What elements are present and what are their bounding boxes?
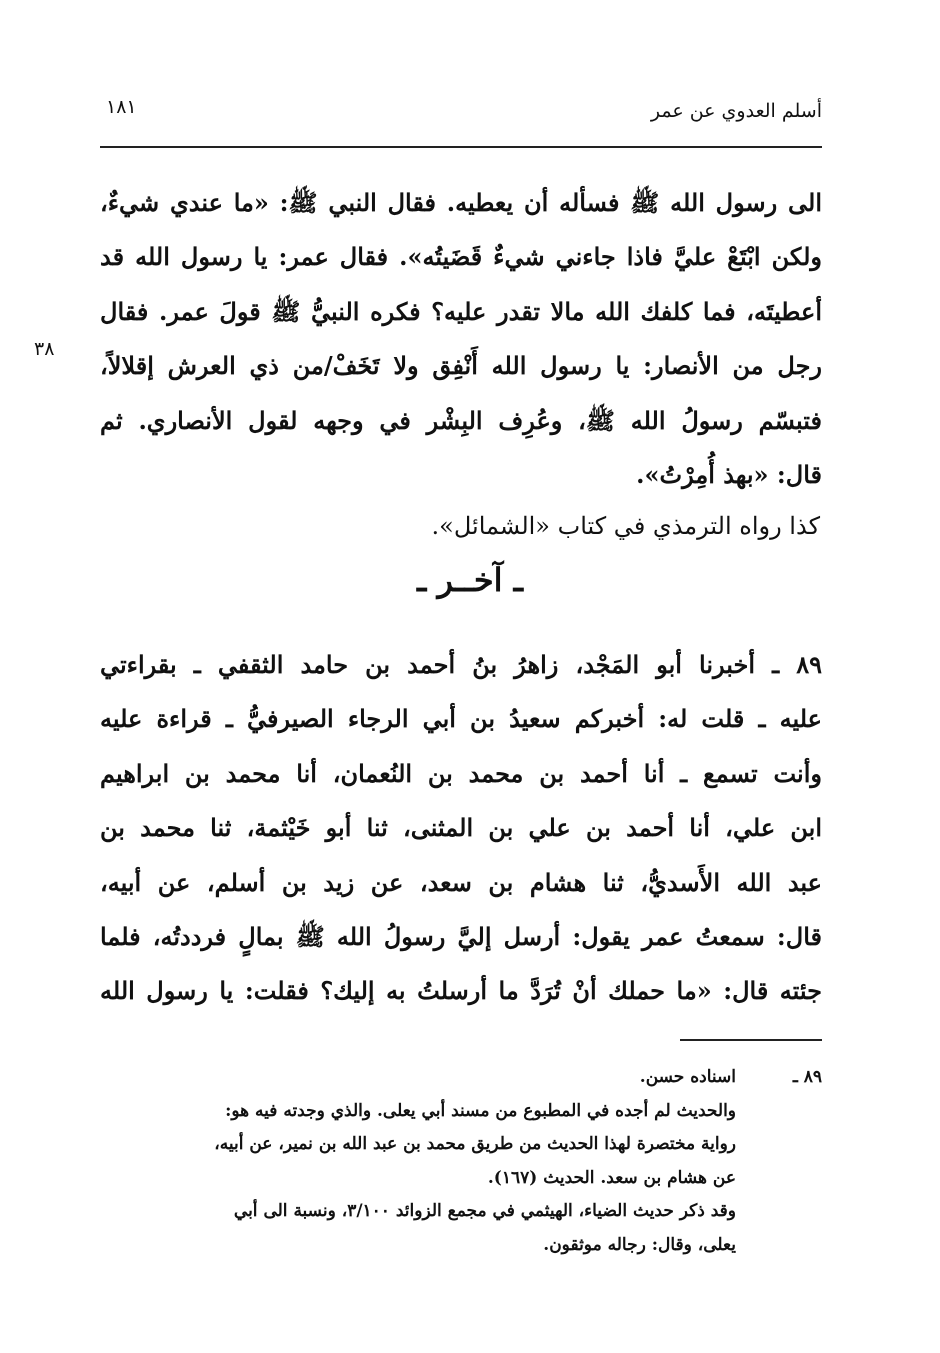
passage-line: أعطيتَه، فما كلفك الله مالا تقدر عليه؟ فكره النبيُّ ﷺ قولَ عمر. فقال xyxy=(100,296,822,326)
hadith-line: وأنت تسمع ـ أنا أحمد بن محمد بن النُعمان، أنا محمد بن ابراهيم xyxy=(100,758,822,788)
footnote-body xyxy=(100,1061,736,1262)
source-citation: كذا رواه الترمذي في كتاب «الشمائل». xyxy=(431,512,820,540)
footnote-line: وقد ذكر حديث الضياء، الهيثمي في مجمع الزوائد ٣/١٠٠، ونسبة الى أبي xyxy=(233,1201,736,1221)
running-head xyxy=(100,92,822,132)
hadith-line: قال: سمعتُ عمر يقول: أرسل إليَّ رسولُ الله ﷺ بمالٍ فرددتُه، فلما xyxy=(100,921,822,951)
hadith-line: ابن علي، أنا أحمد بن علي بن المثنى، ثنا أبو خَيْثمة، ثنا محمد بن xyxy=(100,813,822,843)
footnote-line: عن هشام بن سعد. الحديث (١٦٧). xyxy=(487,1167,736,1188)
hadith-line: عبد الله الأَسديُّ، ثنا هشام بن سعد، عن زيد بن أسلم، عن أبيه، xyxy=(100,867,822,897)
header-divider xyxy=(100,146,822,148)
passage-line: الى رسول الله ﷺ فسأله أن يعطيه. فقال النبي ﷺ: «ما عندي شيءٌ، xyxy=(100,188,822,217)
section-divider: ـ آخــر ـ xyxy=(416,561,524,599)
passage-line: ولكن ابْتَعْ عليَّ فاذا جاءني شيءٌ قَضَيتُه». فقال عمر: يا رسول الله قد xyxy=(100,242,822,272)
main-passage xyxy=(100,176,822,502)
running-title: أسلم العدوي عن عمر xyxy=(650,100,822,122)
footnote-line: يعلى، وقال: رجاله موثقون. xyxy=(543,1234,736,1255)
hadith-line: عليه ـ قلت له: أخبركم سعيدُ بن أبي الرجاء الصيرفيُّ ـ قراءة عليه xyxy=(100,704,822,734)
passage-line: فتبسّم رسولُ الله ﷺ، وعُرِف البِشْر في وجهه لقول الأنصاري. ثم xyxy=(100,405,822,435)
footnote-line: اسناده حسن. xyxy=(639,1067,736,1087)
footnote-number: ٨٩ ـ xyxy=(792,1067,822,1087)
passage-line: رجل من الأنصار: يا رسول الله أَنْفِق ولا تَخَفْ/من ذي العرش إقلالاً، xyxy=(100,351,822,381)
hadith-line: جئته قال: «ما حملك أنْ تُرَدَّ ما أرسلتُ به إليك؟ فقلت: يا رسول الله xyxy=(100,976,822,1006)
margin-reference: ٣٨ xyxy=(34,338,55,360)
page-number: ١٨١ xyxy=(106,96,137,118)
footnote-divider xyxy=(680,1039,822,1041)
hadith-89 xyxy=(100,638,822,1019)
footnote-line: والحديث لم أجده في المطبوع من مسند أبي يعلى. والذي وجدته فيه هو: xyxy=(225,1100,736,1121)
hadith-line: ٨٩ ـ أخبرنا أبو المَجْد، زاهرُ بنُ أحمد بن حامد الثقفي ـ بقراءتي xyxy=(100,650,822,679)
passage-line: قال: «بهذ أُمِرْتُ». xyxy=(636,459,822,489)
footnote-line: رواية مختصرة لهذا الحديث من طريق محمد بن عبد الله بن نمير، عن أبيه، xyxy=(214,1134,736,1154)
